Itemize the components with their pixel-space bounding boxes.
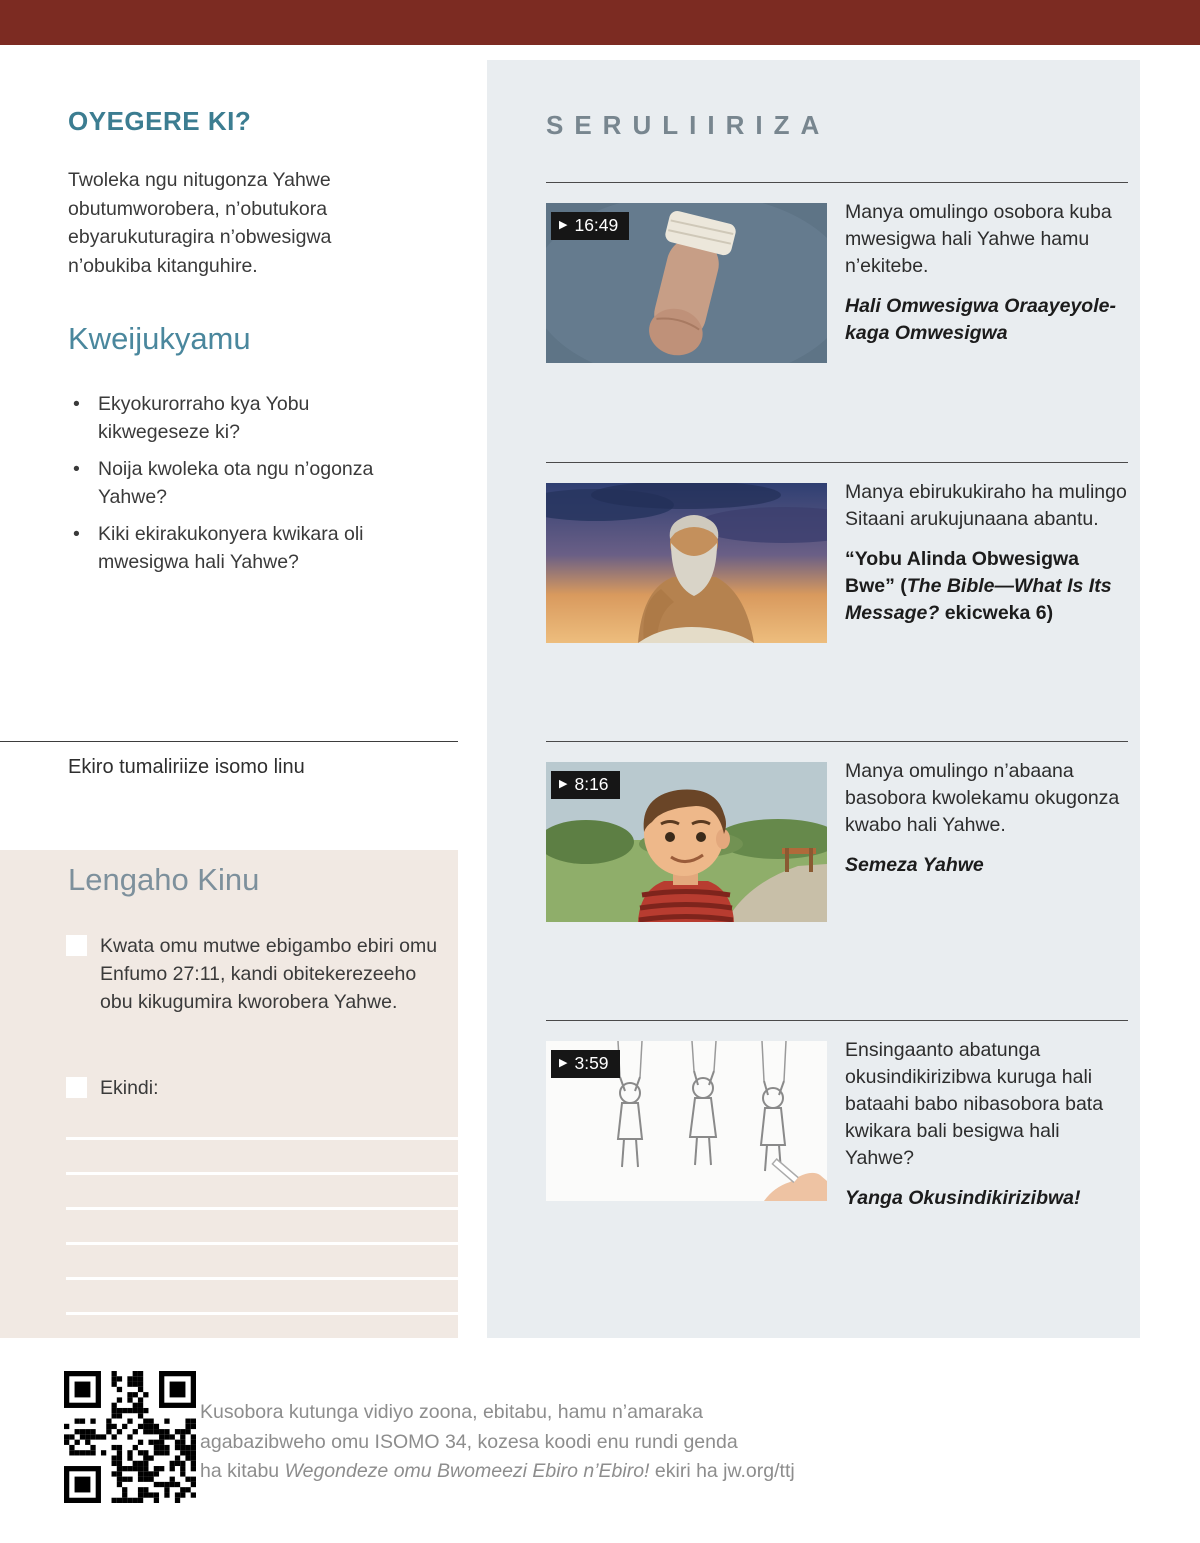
video-title: Yanga Okusindikirizibwa!: [845, 1187, 1081, 1209]
goal-item-label: Ekindi:: [100, 1077, 159, 1099]
video-entry: [546, 462, 1128, 724]
goal-item-label: Kwata omu mutwe ebigambo ebiri omu Enfumo 27:11, kandi obitekerezeeho obu kikugumira kworobera Yahwe.: [100, 935, 438, 1013]
video-thumbnail[interactable]: [546, 762, 827, 922]
completion-note: Ekiro tumaliriize isomo linu: [68, 756, 305, 778]
write-in-line[interactable]: [66, 1137, 458, 1140]
write-in-line[interactable]: [66, 1242, 458, 1245]
video-duration: 16:49: [574, 215, 619, 235]
review-question: • Noija kwoleka ota ngu n’ogonza Yahwe?: [70, 455, 425, 511]
footer-line: agabazibweho omu ISOMO 34, kozesa koodi enu rundi genda: [200, 1430, 738, 1453]
checkbox[interactable]: [66, 935, 87, 956]
play-icon: ▶: [559, 778, 568, 790]
video-text: [845, 199, 1127, 347]
write-in-line[interactable]: [66, 1277, 458, 1280]
video-description: Manya omulingo osobora kuba mwesigwa hali Yahwe hamu n’ekitebe.: [845, 201, 1112, 277]
write-in-line[interactable]: [66, 1312, 458, 1315]
video-description: Ensingaanto abatunga okusindikirizibwa kuruga hali bataahi babo nibasobora bata kwikara bali besigwa hali Yahwe?: [845, 1039, 1104, 1169]
video-text: [845, 1037, 1127, 1212]
footer-line: [200, 1457, 795, 1487]
footer-line-italic-part: Wegondeze omu Bwomeezi Ebiro n’Ebiro!: [284, 1460, 650, 1482]
entry-divider: [546, 1020, 1128, 1021]
video-thumbnail[interactable]: [546, 1041, 827, 1201]
review-question: • Ekyokurorraho kya Yobu kikwegeseze ki?: [70, 390, 425, 446]
qr-code-image: [64, 1371, 196, 1503]
play-icon: ▶: [559, 219, 568, 231]
video-title: Hali Omwesigwa Oraayeyolekaga Omwesigwa: [845, 295, 1116, 344]
video-duration: 3:59: [574, 1053, 609, 1073]
video-title-italic-part: The Bible—What Is Its Message?: [845, 575, 1112, 624]
video-title-part: “Yobu Alinda Obwesigwa Bwe” (: [845, 548, 1080, 597]
video-description: Manya omulingo n’abaana basobora kwolekamu okugonza kwabo hali Yahwe.: [845, 760, 1120, 836]
footer-line: Kusobora kutunga vidiyo zoona, ebitabu, hamu n’amaraka: [200, 1401, 703, 1423]
checkbox[interactable]: [66, 1077, 87, 1098]
footer-note: [200, 1398, 795, 1487]
footer-line-part: ekiri ha jw.org/ttj: [649, 1460, 795, 1482]
qr-code: [64, 1371, 196, 1503]
entry-divider: [546, 741, 1128, 742]
footer-line-part: ha kitabu: [200, 1460, 285, 1482]
write-in-line[interactable]: [66, 1207, 458, 1210]
video-title-part: ekicweka 6): [939, 602, 1054, 624]
goal-title: Lengaho Kinu: [68, 862, 260, 897]
job-sunset-illustration: [546, 483, 827, 643]
goal-box: [0, 850, 458, 1338]
goal-item: [66, 932, 440, 1016]
play-icon: ▶: [559, 1057, 568, 1069]
entry-divider: [546, 182, 1128, 183]
entry-divider: [546, 462, 1128, 463]
video-duration: 8:16: [574, 774, 609, 794]
video-text: [845, 479, 1127, 627]
video-entry: [546, 741, 1128, 1003]
duration-badge: [551, 771, 620, 799]
review-question: • Kiki ekirakukonyera kwikara oli mwesigwa hali Yahwe?: [70, 520, 425, 576]
duration-badge: [551, 1050, 620, 1078]
video-text: [845, 758, 1127, 879]
divider: [0, 741, 458, 742]
review-question-list: [70, 390, 425, 585]
top-bar: [0, 0, 1200, 45]
duration-badge: [551, 212, 629, 240]
section-title-review: Kweijukyamu: [68, 321, 251, 356]
video-thumbnail[interactable]: [546, 483, 827, 643]
intro-paragraph: Twoleka ngu nitugonza Yahwe obutumworobera, n’obutukora ebyarukuturagira n’obwesigwa n’obukiba kitanguhire.: [68, 169, 332, 277]
write-in-line[interactable]: [66, 1172, 458, 1175]
section-title-what-will-you-say: OYEGERE KI?: [68, 106, 252, 136]
video-thumbnail[interactable]: [546, 203, 827, 363]
video-title: Semeza Yahwe: [845, 854, 984, 876]
section-title-dig-deeper: SERULIIRIZA: [546, 110, 831, 140]
video-entry: [546, 1020, 1128, 1282]
dig-deeper-column: [487, 60, 1140, 1338]
video-title: [845, 546, 1127, 627]
video-description: Manya ebirukukiraho ha mulingo Sitaani arukujunaana abantu.: [845, 481, 1127, 530]
goal-item: [66, 1074, 440, 1102]
video-entry: [546, 182, 1128, 444]
